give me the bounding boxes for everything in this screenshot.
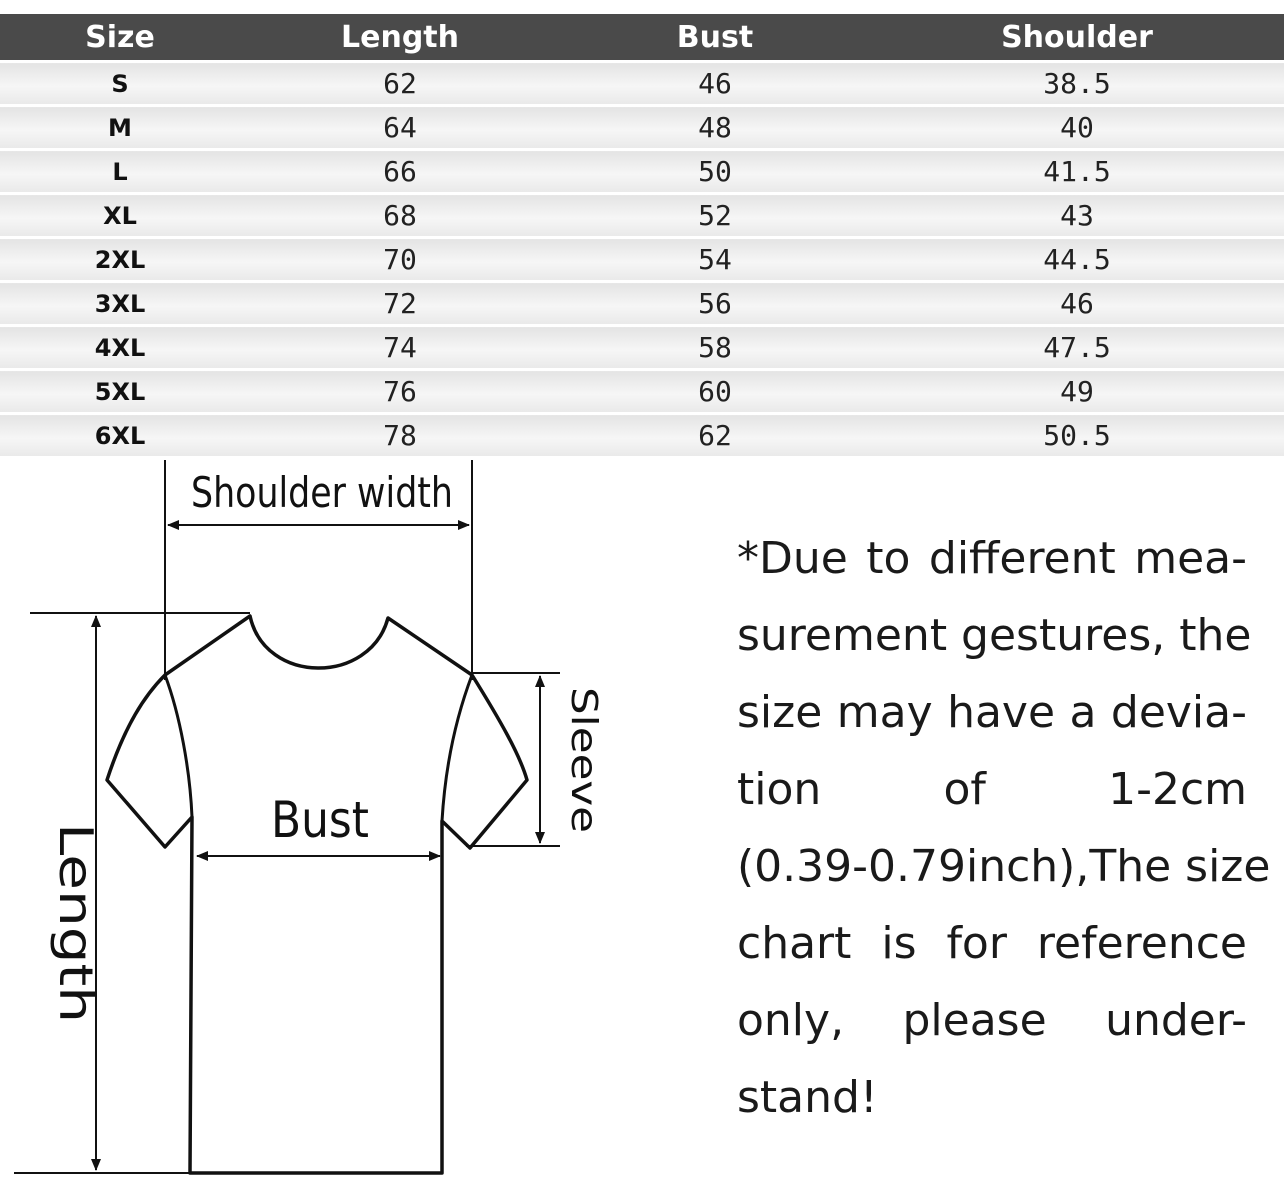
note-line: *Due to different mea-: [737, 533, 1247, 584]
bust-cell: 52: [560, 194, 870, 238]
length-cell: 70: [240, 238, 560, 282]
table-row: [0, 194, 1284, 238]
shoulder-width-label: Shoulder width: [191, 468, 453, 517]
length-cell: 72: [240, 282, 560, 326]
size-cell: 6XL: [0, 414, 240, 457]
size-cell: M: [0, 106, 240, 150]
shoulder-cell: 50.5: [870, 414, 1284, 457]
shoulder-cell: 47.5: [870, 326, 1284, 370]
header-bust: Bust: [560, 14, 870, 62]
note-line: chart is for reference: [737, 918, 1247, 969]
size-cell: 5XL: [0, 370, 240, 414]
header-size: Size: [0, 14, 240, 62]
table-row: [0, 282, 1284, 326]
size-cell: XL: [0, 194, 240, 238]
table-row: [0, 238, 1284, 282]
length-label: Length: [49, 823, 103, 982]
shoulder-cell: 43: [870, 194, 1284, 238]
size-cell: 3XL: [0, 282, 240, 326]
length-cell: 62: [240, 62, 560, 106]
bust-label: Bust: [271, 791, 369, 849]
length-cell: 76: [240, 370, 560, 414]
bust-cell: 56: [560, 282, 870, 326]
note-line: stand!: [737, 1072, 878, 1123]
length-cell: 64: [240, 106, 560, 150]
shoulder-cell: 44.5: [870, 238, 1284, 282]
note-line: (0.39-0.79inch),The size: [737, 841, 1271, 892]
shoulder-cell: 49: [870, 370, 1284, 414]
shoulder-cell: 46: [870, 282, 1284, 326]
table-row: [0, 414, 1284, 457]
note-line: size may have a devia-: [737, 687, 1247, 738]
shoulder-cell: 40: [870, 106, 1284, 150]
table-row: [0, 106, 1284, 150]
size-cell: 2XL: [0, 238, 240, 282]
bust-cell: 60: [560, 370, 870, 414]
shoulder-cell: 38.5: [870, 62, 1284, 106]
note-line: tion of 1-2cm: [737, 764, 1247, 815]
table-row: [0, 326, 1284, 370]
bust-cell: 54: [560, 238, 870, 282]
length-cell: 74: [240, 326, 560, 370]
bust-cell: 62: [560, 414, 870, 457]
size-deviation-note: [737, 520, 1271, 1136]
right-sleeve-seam: [442, 675, 472, 821]
length-cell: 78: [240, 414, 560, 457]
length-cell: 68: [240, 194, 560, 238]
table-row: [0, 370, 1284, 414]
bust-cell: 46: [560, 62, 870, 106]
bust-cell: 48: [560, 106, 870, 150]
header-length: Length: [240, 14, 560, 62]
note-line: only, please under-: [737, 995, 1247, 1046]
note-line: surement gestures, the: [737, 610, 1252, 661]
size-cell: S: [0, 62, 240, 106]
shoulder-cell: 41.5: [870, 150, 1284, 194]
bust-cell: 58: [560, 326, 870, 370]
size-chart-table: [0, 14, 1284, 456]
table-row: [0, 150, 1284, 194]
size-cell: 4XL: [0, 326, 240, 370]
bust-cell: 50: [560, 150, 870, 194]
header-shoulder: Shoulder: [870, 14, 1284, 62]
table-header-row: [0, 14, 1284, 62]
table-row: [0, 62, 1284, 106]
left-sleeve-seam: [165, 675, 192, 817]
sleeve-label: Sleeve: [563, 687, 604, 808]
tshirt-measurement-diagram: [0, 455, 620, 1177]
size-cell: L: [0, 150, 240, 194]
length-cell: 66: [240, 150, 560, 194]
